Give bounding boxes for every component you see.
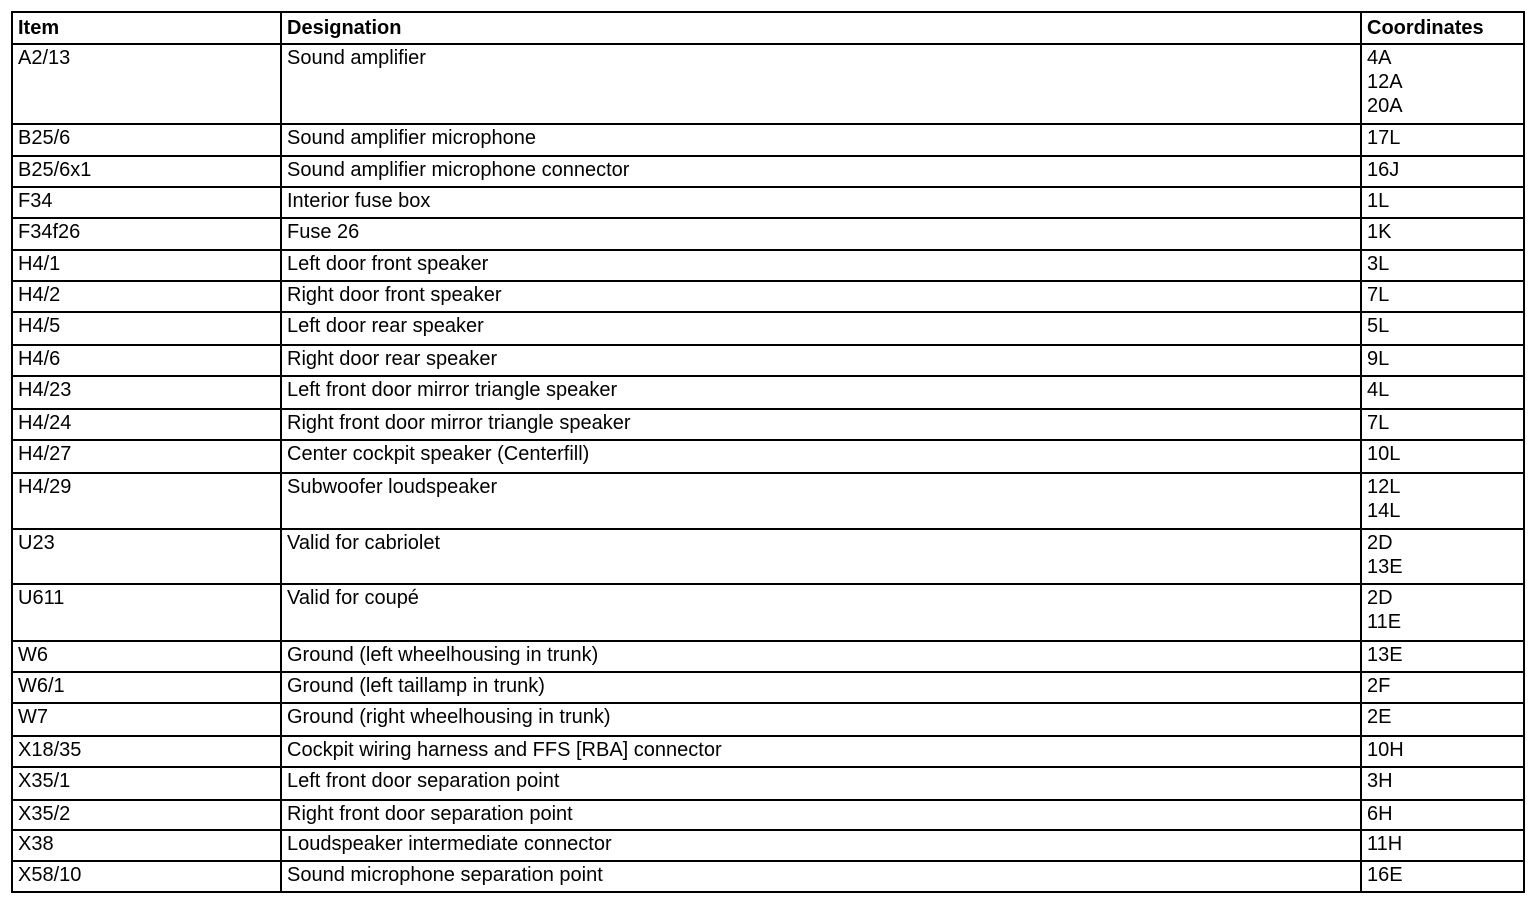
coordinates-cell [1361, 861, 1524, 892]
coordinate-value: 16J [1367, 159, 1400, 181]
designation-cell: Left door front speaker [281, 250, 1361, 281]
coordinates-cell [1361, 641, 1524, 672]
coordinate-value: 5L [1367, 315, 1390, 337]
table-row [12, 376, 1524, 409]
header-designation: Designation [281, 12, 1361, 44]
coordinates-cell [1361, 736, 1524, 767]
item-cell: H4/24 [12, 409, 281, 440]
coordinate-value: 4A [1367, 47, 1392, 69]
header-row [12, 12, 1524, 44]
coordinates-cell [1361, 440, 1524, 473]
header-item: Item [12, 12, 281, 44]
coordinate-value: 16E [1367, 864, 1403, 886]
coordinates-cell [1361, 703, 1524, 736]
designation-cell: Interior fuse box [281, 187, 1361, 218]
item-cell: H4/27 [12, 440, 281, 473]
designation-cell: Sound amplifier microphone [281, 124, 1361, 156]
designation-cell: Valid for cabriolet [281, 529, 1361, 584]
item-cell: B25/6 [12, 124, 281, 156]
designation-cell: Loudspeaker intermediate connector [281, 830, 1361, 861]
coordinate-value: 10H [1367, 739, 1404, 761]
table-row [12, 830, 1524, 861]
coordinate-value: 10L [1367, 443, 1401, 465]
table-row [12, 767, 1524, 800]
coordinates-cell [1361, 281, 1524, 312]
designation-cell: Sound microphone separation point [281, 861, 1361, 892]
coordinates-cell [1361, 156, 1524, 187]
coordinate-value: 4L [1367, 379, 1390, 401]
designation-cell: Left front door mirror triangle speaker [281, 376, 1361, 409]
table-row [12, 672, 1524, 703]
coordinates-cell [1361, 187, 1524, 218]
item-cell: H4/5 [12, 312, 281, 345]
table-row [12, 409, 1524, 440]
coordinate-value: 2D [1367, 532, 1393, 554]
item-cell: H4/2 [12, 281, 281, 312]
item-cell: F34f26 [12, 218, 281, 250]
designation-cell: Cockpit wiring harness and FFS [RBA] connector [281, 736, 1361, 767]
designation-cell: Right door rear speaker [281, 345, 1361, 376]
coordinate-value: 11E [1367, 611, 1402, 633]
designation-cell: Ground (left taillamp in trunk) [281, 672, 1361, 703]
coordinates-cell [1361, 44, 1524, 124]
table-row [12, 124, 1524, 156]
item-cell: W6 [12, 641, 281, 672]
header-coordinates: Coordinates [1361, 12, 1524, 44]
table-row [12, 584, 1524, 641]
item-cell: H4/23 [12, 376, 281, 409]
table-row [12, 473, 1524, 529]
item-cell: A2/13 [12, 44, 281, 124]
table-row [12, 440, 1524, 473]
table-row [12, 281, 1524, 312]
coordinates-cell [1361, 584, 1524, 641]
coordinates-cell [1361, 672, 1524, 703]
coordinates-cell [1361, 250, 1524, 281]
designation-cell: Ground (right wheelhousing in trunk) [281, 703, 1361, 736]
table-row [12, 641, 1524, 672]
coordinates-cell [1361, 376, 1524, 409]
coordinates-cell [1361, 312, 1524, 345]
designation-cell: Fuse 26 [281, 218, 1361, 250]
table-row [12, 703, 1524, 736]
designation-cell: Center cockpit speaker (Centerfill) [281, 440, 1361, 473]
coordinate-value: 9L [1367, 348, 1390, 370]
coordinate-value: 17L [1367, 127, 1401, 149]
table-row [12, 529, 1524, 584]
item-cell: F34 [12, 187, 281, 218]
table-row [12, 345, 1524, 376]
coordinates-cell [1361, 830, 1524, 861]
designation-cell: Sound amplifier microphone connector [281, 156, 1361, 187]
coordinates-cell [1361, 529, 1524, 584]
table-row [12, 800, 1524, 830]
item-cell: U611 [12, 584, 281, 641]
designation-cell: Sound amplifier [281, 44, 1361, 124]
coordinate-value: 2E [1367, 706, 1392, 728]
coordinates-cell [1361, 409, 1524, 440]
table-row [12, 736, 1524, 767]
item-cell: B25/6x1 [12, 156, 281, 187]
table-row [12, 250, 1524, 281]
coordinate-value: 11H [1367, 833, 1403, 855]
coordinates-cell [1361, 218, 1524, 250]
table-row [12, 218, 1524, 250]
item-cell: U23 [12, 529, 281, 584]
designation-cell: Right front door mirror triangle speaker [281, 409, 1361, 440]
designation-cell: Left door rear speaker [281, 312, 1361, 345]
table-row [12, 861, 1524, 892]
coordinate-value: 20A [1367, 95, 1403, 117]
item-cell: X35/1 [12, 767, 281, 800]
component-table [11, 11, 1525, 893]
coordinate-value: 1K [1367, 221, 1392, 243]
table-row [12, 187, 1524, 218]
coordinates-cell [1361, 345, 1524, 376]
designation-cell: Ground (left wheelhousing in trunk) [281, 641, 1361, 672]
item-cell: X35/2 [12, 800, 281, 830]
item-cell: X18/35 [12, 736, 281, 767]
item-cell: H4/6 [12, 345, 281, 376]
coordinate-value: 6H [1367, 803, 1393, 825]
coordinate-value: 2D [1367, 587, 1393, 609]
designation-cell: Left front door separation point [281, 767, 1361, 800]
table-body [12, 44, 1524, 892]
table-row [12, 312, 1524, 345]
designation-cell: Subwoofer loudspeaker [281, 473, 1361, 529]
table-row [12, 156, 1524, 187]
coordinate-value: 3L [1367, 253, 1390, 275]
coordinate-value: 2F [1367, 675, 1391, 697]
coordinate-value: 7L [1367, 284, 1390, 306]
designation-cell: Valid for coupé [281, 584, 1361, 641]
coordinates-cell [1361, 473, 1524, 529]
item-cell: X58/10 [12, 861, 281, 892]
coordinate-value: 13E [1367, 556, 1403, 578]
table-row [12, 44, 1524, 124]
coordinates-cell [1361, 124, 1524, 156]
coordinate-value: 13E [1367, 644, 1403, 666]
item-cell: X38 [12, 830, 281, 861]
designation-cell: Right door front speaker [281, 281, 1361, 312]
item-cell: H4/29 [12, 473, 281, 529]
coordinate-value: 14L [1367, 500, 1401, 522]
item-cell: W7 [12, 703, 281, 736]
coordinate-value: 12A [1367, 71, 1403, 93]
item-cell: W6/1 [12, 672, 281, 703]
coordinate-value: 3H [1367, 770, 1393, 792]
coordinates-cell [1361, 767, 1524, 800]
coordinate-value: 1L [1367, 190, 1390, 212]
coordinate-value: 7L [1367, 412, 1390, 434]
item-cell: H4/1 [12, 250, 281, 281]
coordinate-value: 12L [1367, 476, 1401, 498]
coordinates-cell [1361, 800, 1524, 830]
designation-cell: Right front door separation point [281, 800, 1361, 830]
